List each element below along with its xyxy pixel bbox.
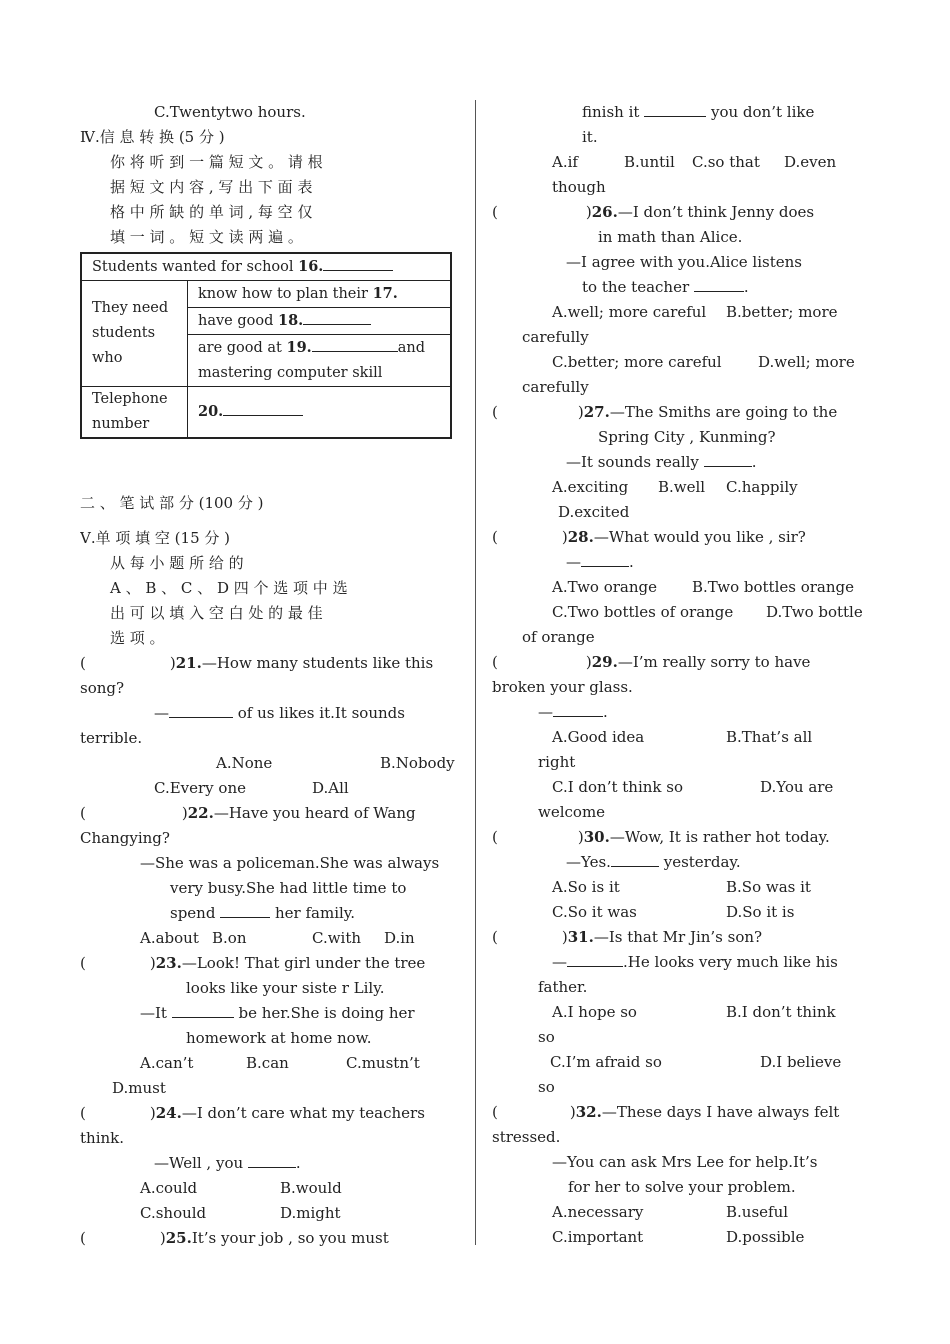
option-24-d[interactable]: D.might xyxy=(280,1204,341,1222)
blank-21[interactable] xyxy=(169,701,233,718)
option-29-a[interactable]: A.Good idea xyxy=(552,728,645,746)
option-28-c[interactable]: C.Two bottles of orange xyxy=(552,603,734,621)
option-21-a[interactable]: A.None xyxy=(216,754,273,772)
option-25-d[interactable]: D.even xyxy=(784,153,837,171)
option-30-d[interactable]: D.So it is xyxy=(726,903,795,921)
blank-16[interactable] xyxy=(323,254,393,271)
option-22-d[interactable]: D.in xyxy=(384,929,415,947)
option-31-c[interactable]: C.I’m afraid so xyxy=(550,1053,662,1071)
option-21-b[interactable]: B.Nobody xyxy=(380,754,455,772)
question-31: ( )31.—Is that Mr Jin’s son? xyxy=(492,928,763,946)
option-23-b[interactable]: B.can xyxy=(246,1054,289,1072)
question-28: ( )28.—What would you like , sir? xyxy=(492,528,806,546)
answer-paren-open: ( xyxy=(492,928,498,946)
option-30-c[interactable]: C.So it was xyxy=(552,903,637,921)
question-30: ( )30.—Wow, It is rather hot today. xyxy=(492,828,830,846)
option-22-c[interactable]: C.with xyxy=(312,929,362,947)
section4-instr-1: 你 将 听 到 一 篇 短 文 。 请 根 xyxy=(110,153,323,171)
question-24: ( )24.—I don’t care what my teachers xyxy=(80,1104,425,1122)
option-28-d[interactable]: D.Two bottle xyxy=(766,603,863,621)
option-27-a[interactable]: A.exciting xyxy=(552,478,629,496)
option-31-a[interactable]: A.I hope so xyxy=(552,1003,637,1021)
answer-paren-close: ) xyxy=(159,1229,166,1247)
blank-18[interactable] xyxy=(303,308,371,325)
table-row-plan: know how to plan their 17. xyxy=(188,281,452,308)
blank-26[interactable] xyxy=(694,275,744,292)
answer-paren-close: ) xyxy=(577,828,584,846)
option-21-c[interactable]: C.Every one xyxy=(154,779,246,797)
table-row-good: have good 18. xyxy=(188,308,452,335)
blank-20[interactable] xyxy=(223,399,303,416)
option-22-b[interactable]: B.on xyxy=(212,929,247,947)
blank-23[interactable] xyxy=(172,1001,234,1018)
section5-instr-3: 出 可 以 填 入 空 白 处 的 最 佳 xyxy=(110,604,323,622)
blank-30[interactable] xyxy=(611,850,659,867)
option-26-d[interactable]: D.well; more xyxy=(758,353,855,371)
answer-paren-close: ) xyxy=(585,203,592,221)
option-23-d[interactable]: D.must xyxy=(112,1079,166,1097)
question-25: ( )25.It’s your job , so you must xyxy=(80,1229,389,1247)
question-26: ( )26.—I don’t think Jenny does xyxy=(492,203,815,221)
section5-title: Ⅴ.单 项 填 空 (15 分 ) xyxy=(80,529,231,547)
option-32-c[interactable]: C.important xyxy=(552,1228,644,1246)
option-32-a[interactable]: A.necessary xyxy=(552,1203,644,1221)
section4-title: Ⅳ.信 息 转 换 (5 分 ) xyxy=(80,128,225,146)
answer-paren-close: ) xyxy=(585,653,592,671)
option-24-a[interactable]: A.could xyxy=(140,1179,198,1197)
answer-paren-open: ( xyxy=(492,528,498,546)
option-26-a[interactable]: A.well; more careful xyxy=(552,303,707,321)
question-29: ( )29.—I’m really sorry to have xyxy=(492,653,811,671)
option-27-d[interactable]: D.excited xyxy=(558,503,630,521)
table-group-label: They need students who xyxy=(81,281,188,387)
option-21-d[interactable]: D.All xyxy=(312,779,349,797)
option-26-c[interactable]: C.better; more careful xyxy=(552,353,722,371)
section4-instr-2: 据 短 文 内 容 , 写 出 下 面 表 xyxy=(110,178,313,196)
table-row-phone: 20. xyxy=(188,387,452,439)
answer-paren-open: ( xyxy=(80,654,86,672)
option-28-a[interactable]: A.Two orange xyxy=(552,578,657,596)
option-23-c[interactable]: C.mustn’t xyxy=(346,1054,420,1072)
table-phone-label: Telephone number xyxy=(81,387,188,439)
table-row-students-wanted: Students wanted for school 16. xyxy=(81,253,451,281)
answer-paren-open: ( xyxy=(80,954,86,972)
answer-paren-close: ) xyxy=(577,403,584,421)
answer-paren-close: ) xyxy=(561,928,568,946)
option-23-a[interactable]: A.can’t xyxy=(140,1054,194,1072)
section5-instr-1: 从 每 小 题 所 给 的 xyxy=(110,554,244,572)
option-30-b[interactable]: B.So was it xyxy=(726,878,811,896)
answer-paren-open: ( xyxy=(492,403,498,421)
answer-paren-open: ( xyxy=(80,1104,86,1122)
section4-instr-3: 格 中 所 缺 的 单 词 , 每 空 仅 xyxy=(110,203,313,221)
blank-16-num: 16. xyxy=(298,258,324,275)
answer-paren-open: ( xyxy=(80,1229,86,1247)
blank-28[interactable] xyxy=(581,550,629,567)
answer-paren-close: ) xyxy=(149,954,156,972)
left-column: C.Twentytwo hours. Ⅳ.信 息 转 换 (5 分 ) 你 将 听 到 一 篇 短 文 。 请 根 据 短 文 内 容 , 写 出 下 面 表 格 中 所 缺 的 单 词 , 每 空 仅 填 一 词 。 短 文 读 两 遍 。 Students wanted for school 16. They need students who know how to plan their 17. have good 18. are good at 19. and mastering computer skill Telephone number 20. 二 、 笔 试 部 分 (100 分 ) Ⅴ.单 项 填 空 (15 分 ) 从 每 小 题 所 给 的 A 、 B 、 C 、 D 四 个 选 项 中 选 出 可 以 填 入 空 白 处 的 最 佳 选 项 。 ( )21.—How many students like this song? — of us likes it.It sounds terrible. A.None B.Nobody C.Every one D.All ( )22.—Have you heard of Wang Changying? —She was a policeman.She was always very busy.She had little time to spend her family. A.about B.on C.with D.in ( )23.—Look! That girl under the tree looks like your siste r Lily. —It be her.She is doing her homework at home now. A.can’t B.can C.mustn’t D.must ( )24.—I don’t care what my teachers think. —Well , you . A.could B.would C.should D.might ( )25.It’s your job , so you must xyxy=(80,100,458,1251)
blank-31[interactable] xyxy=(567,950,623,967)
question-22: ( )22.—Have you heard of Wang xyxy=(80,804,416,822)
option-25-b[interactable]: B.until xyxy=(624,153,675,171)
table-row-good-at: are good at 19. and mastering computer skill xyxy=(188,335,452,387)
answer-paren-close: ) xyxy=(181,804,188,822)
option-29-c[interactable]: C.I don’t think so xyxy=(552,778,683,796)
right-column: finish it you don’t like it. A.if B.until C.so that D.even though ( )26.—I don’t think Jenny does in math than Alice. —I agree with you.Alice listens to the teacher . A.well; more careful B.better; more carefully C.better; more careful D.well; more carefully ( )27.—The Smiths are going to the Spring City , Kunming? —It sounds really . A.exciting B.well C.happily D.excited ( )28.—What would you like , sir? — . A.Two orange B.Two bottles orange C.Two bottles of orange D.Two bottle of orange ( )29.—I’m really sorry to have broken your glass. — . A.Good idea B.That’s all right C.I don’t think so D.You are welcome ( )30.—Wow, It is rather hot today. —Yes. yesterday. A.So is it B.So was it C.So it was D.So it is ( )31.—Is that Mr Jin’s son? — .He looks very much like his father. A.I hope so B.I don’t think so C.I’m afraid so D.I believe so ( )32.—These days I have always felt stressed. —You can ask Mrs Lee for help.It’s for her to solve your problem. A.necessary B.useful C.important D.possible xyxy=(492,100,872,1250)
option-32-d[interactable]: D.possible xyxy=(726,1228,805,1246)
question-21: ( )21.—How many students like this xyxy=(80,654,434,672)
option-25-a[interactable]: A.if xyxy=(552,153,578,171)
option-32-b[interactable]: B.useful xyxy=(726,1203,789,1221)
part2-title: 二 、 笔 试 部 分 (100 分 ) xyxy=(80,494,264,512)
answer-paren-close: ) xyxy=(569,1103,576,1121)
option-28-b[interactable]: B.Two bottles orange xyxy=(692,578,855,596)
info-table xyxy=(80,252,452,439)
blank-27[interactable] xyxy=(704,450,752,467)
answer-paren-open: ( xyxy=(80,804,86,822)
blank-29[interactable] xyxy=(553,700,603,717)
answer-paren-open: ( xyxy=(492,203,498,221)
option-29-b[interactable]: B.That’s all xyxy=(726,728,813,746)
answer-paren-close: ) xyxy=(561,528,568,546)
option-31-b[interactable]: B.I don’t think xyxy=(726,1003,836,1021)
question-32: ( )32.—These days I have always felt xyxy=(492,1103,840,1121)
option-29-d[interactable]: D.You are xyxy=(760,778,834,796)
section5-instr-2: A 、 B 、 C 、 D 四 个 选 项 中 选 xyxy=(110,579,348,597)
option-25-c[interactable]: C.so that xyxy=(692,153,760,171)
answer-paren-open: ( xyxy=(492,828,498,846)
option-27-c[interactable]: C.happily xyxy=(726,478,798,496)
option-31-d[interactable]: D.I believe xyxy=(760,1053,842,1071)
section4-instr-4: 填 一 词 。 短 文 读 两 遍 。 xyxy=(110,228,303,246)
prev-option-c: C.Twentytwo hours. xyxy=(154,103,306,121)
answer-paren-open: ( xyxy=(492,1103,498,1121)
option-24-c[interactable]: C.should xyxy=(140,1204,207,1222)
option-22-a[interactable]: A.about xyxy=(140,929,199,947)
blank-22[interactable] xyxy=(220,901,270,918)
option-26-b[interactable]: B.better; more xyxy=(726,303,838,321)
blank-25[interactable] xyxy=(644,100,706,117)
question-27: ( )27.—The Smiths are going to the xyxy=(492,403,838,421)
blank-19[interactable] xyxy=(312,335,398,352)
answer-paren-open: ( xyxy=(492,653,498,671)
section5-instr-4: 选 项 。 xyxy=(110,629,165,647)
option-27-b[interactable]: B.well xyxy=(658,478,706,496)
column-divider xyxy=(475,100,476,1245)
question-23: ( )23.—Look! That girl under the tree xyxy=(80,954,426,972)
answer-paren-close: ) xyxy=(169,654,176,672)
option-24-b[interactable]: B.would xyxy=(280,1179,342,1197)
option-30-a[interactable]: A.So is it xyxy=(552,878,620,896)
answer-paren-close: ) xyxy=(149,1104,156,1122)
blank-24[interactable] xyxy=(248,1151,296,1168)
